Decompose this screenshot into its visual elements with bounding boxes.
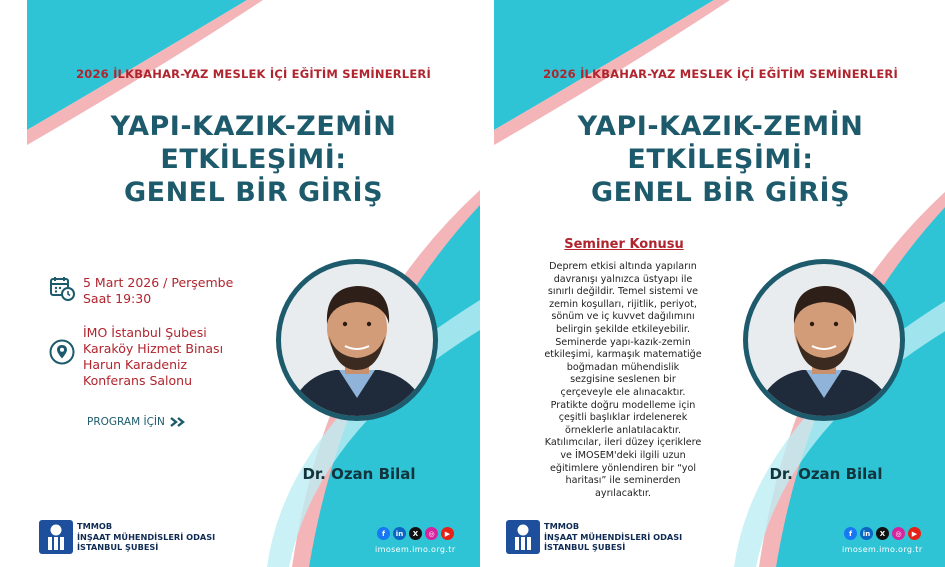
topic-line: sezgisine seslenen bir	[570, 374, 676, 386]
speaker-photo	[732, 258, 916, 422]
speaker-name: Dr. Ozan Bilal	[302, 465, 416, 483]
topic-line: Seminerde yapı-kazık-zemin	[555, 336, 691, 348]
double-chevron-right-icon	[170, 417, 186, 427]
calendar-clock-icon	[49, 275, 75, 301]
topic-line: zemin koşulları, rijitlik, periyot,	[549, 298, 697, 310]
location-pin-icon	[49, 339, 75, 365]
topic-line: sınırlı değildir. Temel sistemi ve	[547, 286, 699, 298]
org-line: TMMOB	[544, 521, 580, 532]
social-icons	[844, 527, 924, 540]
instagram-icon[interactable]: ◎	[425, 527, 438, 540]
website-link[interactable]: imosem.imo.org.tr	[375, 545, 456, 554]
title-line: ETKİLEŞİMİ:	[160, 144, 347, 175]
title-line: GENEL BİR GİRİŞ	[123, 177, 384, 208]
topic-line: boğmadan mühendislik	[566, 361, 680, 373]
org-line: İNŞAAT MÜHENDİSLERİ ODASI	[544, 531, 683, 542]
topic-description	[518, 261, 728, 500]
linkedin-icon[interactable]: in	[393, 527, 406, 540]
topic-line: sönüm ve iç kuvvet dağılımını	[551, 311, 695, 323]
topic-line: Katılımcılar, ileri düzey içeriklere	[544, 437, 702, 449]
facebook-icon[interactable]: f	[844, 527, 857, 540]
linkedin-icon[interactable]: in	[860, 527, 873, 540]
topic-line: çerçeveyle ele alınacaktır.	[560, 386, 686, 398]
topic-line: etkileşimi, karmaşık matematiğe	[544, 349, 702, 361]
program-link-label: PROGRAM İÇİN	[87, 416, 165, 428]
topic-line: davranışı yalnızca üstyapı ile	[553, 273, 693, 285]
date-info	[49, 275, 233, 307]
x-icon[interactable]: X	[409, 527, 422, 540]
venue-line: Karaköy Hizmet Binası	[83, 341, 224, 356]
topic-heading: Seminer Konusu	[564, 237, 684, 252]
time-text: Saat 19:30	[83, 291, 152, 306]
seminar-title	[534, 110, 907, 209]
imo-logo	[506, 520, 682, 554]
imo-emblem-icon	[39, 520, 73, 554]
imo-logo	[39, 520, 215, 554]
social-icons	[377, 527, 457, 540]
facebook-icon[interactable]: f	[377, 527, 390, 540]
seminar-title	[67, 110, 440, 209]
topic-line: haritası” ile seminerden	[565, 475, 681, 487]
org-line: TMMOB	[77, 521, 113, 532]
org-line: İSTANBUL ŞUBESİ	[544, 542, 626, 553]
series-title: 2026 İLKBAHAR-YAZ MESLEK İÇİ EĞİTİM SEMİNERLERİ	[76, 67, 431, 81]
topic-line: Pratikte doğru modelleme için	[550, 399, 696, 411]
imo-emblem-icon	[506, 520, 540, 554]
series-title: 2026 İLKBAHAR-YAZ MESLEK İÇİ EĞİTİM SEMİNERLERİ	[543, 67, 898, 81]
x-icon[interactable]: X	[876, 527, 889, 540]
program-link[interactable]	[87, 416, 186, 428]
speaker-name: Dr. Ozan Bilal	[769, 465, 883, 483]
topic-line: örneklerle anlatılacaktır.	[564, 424, 682, 436]
instagram-icon[interactable]: ◎	[892, 527, 905, 540]
topic-line: ayrılacaktır.	[595, 487, 651, 499]
topic-line: ve İMOSEM'deki ilgili uzun	[560, 449, 686, 461]
topic-line: eğitimlere yönlendiren bir “yol	[549, 462, 697, 474]
topic-line: çeşitli başlıklar irdelenerek	[558, 412, 688, 424]
youtube-icon[interactable]: ▶	[908, 527, 921, 540]
org-line: İSTANBUL ŞUBESİ	[77, 542, 159, 553]
speaker-photo	[265, 258, 449, 422]
seminar-poster-left	[27, 0, 480, 567]
seminar-poster-right	[494, 0, 945, 567]
org-line: İNŞAAT MÜHENDİSLERİ ODASI	[77, 531, 216, 542]
topic-line: Deprem etkisi altında yapıların	[549, 261, 697, 272]
venue-line: Harun Karadeniz	[83, 357, 188, 372]
venue-line: Konferans Salonu	[83, 373, 193, 388]
youtube-icon[interactable]: ▶	[441, 527, 454, 540]
title-line: YAPI-KAZIK-ZEMİN	[577, 111, 864, 142]
venue-line: İMO İstanbul Şubesi	[83, 325, 207, 340]
topic-line: belirgin şekilde etkileyebilir.	[555, 323, 691, 335]
title-line: GENEL BİR GİRİŞ	[590, 177, 851, 208]
title-line: YAPI-KAZIK-ZEMİN	[110, 111, 397, 142]
website-link[interactable]: imosem.imo.org.tr	[842, 545, 923, 554]
venue-info	[49, 325, 223, 389]
title-line: ETKİLEŞİMİ:	[627, 144, 814, 175]
date-text: 5 Mart 2026 / Perşembe	[83, 275, 234, 290]
